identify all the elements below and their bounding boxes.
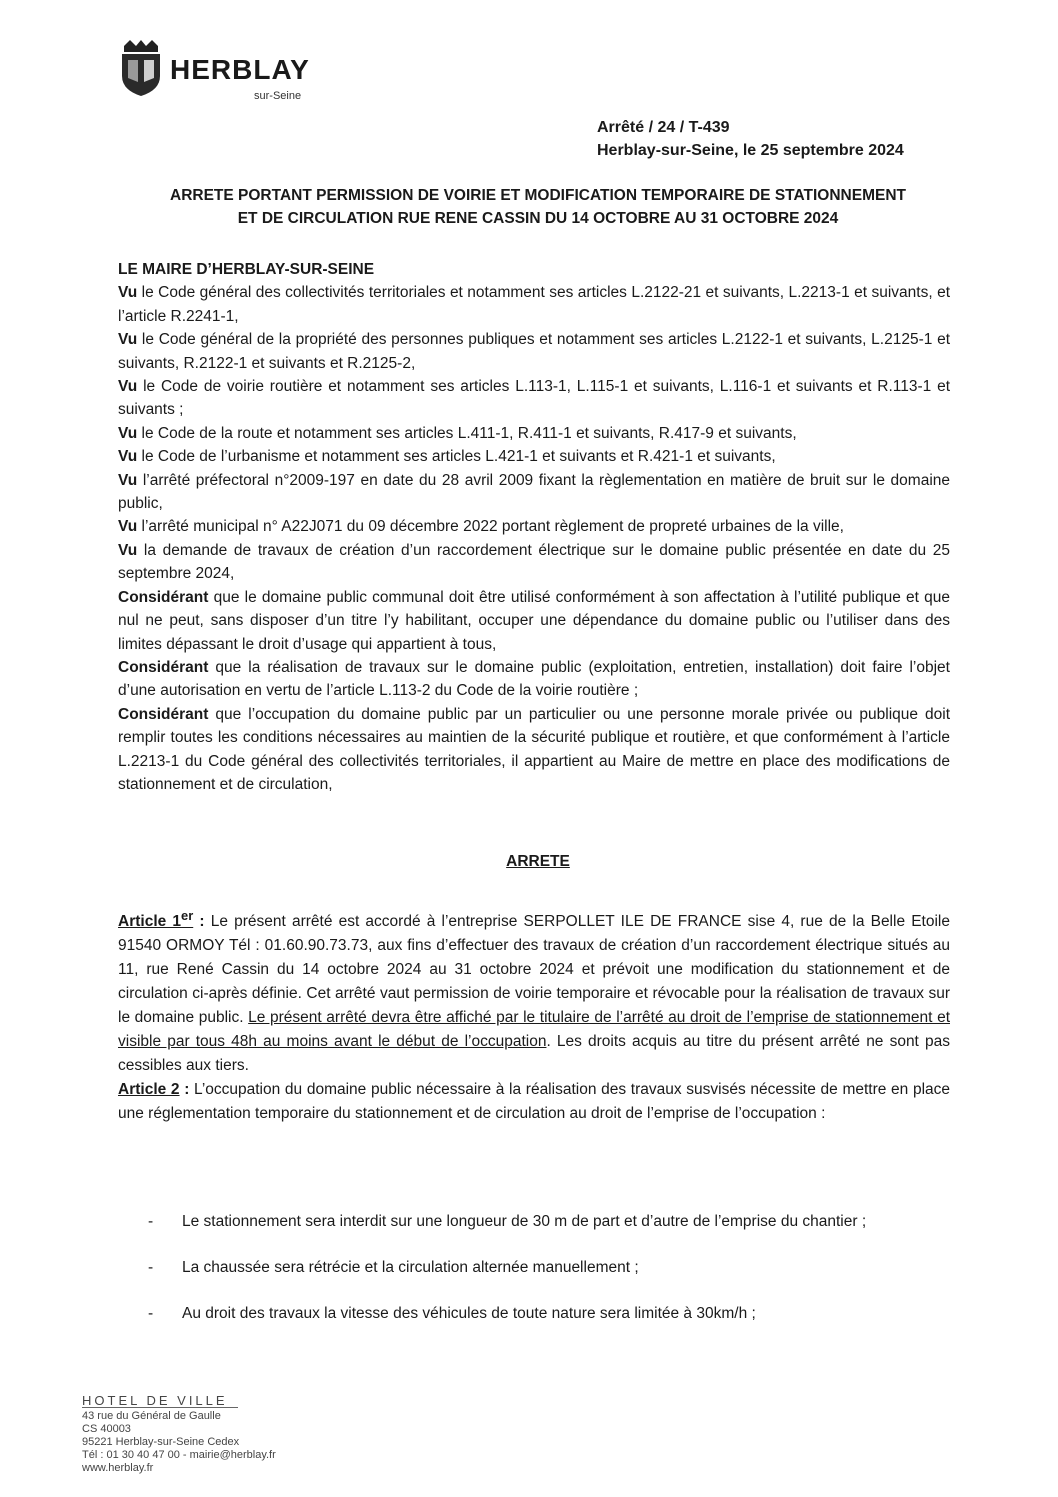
logo-subtitle: sur-Seine bbox=[254, 90, 302, 102]
reference-block bbox=[597, 116, 904, 162]
visa-paragraph: Vu le Code de la route et notamment ses articles L.411-1, R.411-1 et suivants, R.417-9 et suivants, bbox=[118, 424, 797, 442]
coat-of-arms-icon bbox=[116, 38, 166, 98]
visa-paragraph: Vu le Code de l’urbanisme et notamment ses articles L.421-1 et suivants et R.421-1 et suivants, bbox=[118, 448, 776, 466]
footer-title: HOTEL DE VILLE bbox=[82, 1394, 238, 1408]
visa-paragraph: Vu l’arrêté municipal n° A22J071 du 09 décembre 2022 portant règlement de propreté urbaines de la ville, bbox=[118, 518, 844, 536]
visa-paragraph: Vu le Code général des collectivités territoriales et notamment ses articles L.2122-21 et suivants, L.2213-1 et suivants, et l’article R.2241-1, bbox=[118, 284, 950, 325]
arrete-heading: ARRETE bbox=[506, 853, 570, 870]
document-title bbox=[118, 184, 958, 230]
logo-name: HERBLAY bbox=[170, 54, 310, 85]
title-line: ET DE CIRCULATION RUE RENE CASSIN DU 14 OCTOBRE AU 31 OCTOBRE 2024 bbox=[237, 210, 839, 227]
footer-contact: Tél : 01 30 40 47 00 - mairie@herblay.fr bbox=[82, 1449, 276, 1461]
decree-number: Arrêté / 24 / T-439 bbox=[597, 119, 730, 136]
place-and-date: Herblay-sur-Seine, le 25 septembre 2024 bbox=[597, 142, 904, 159]
list-item: - La chaussée sera rétrécie et la circulation alternée manuellement ; bbox=[148, 1259, 639, 1276]
article-2-label: Article 2 bbox=[118, 1081, 180, 1099]
footer-postbox: CS 40003 bbox=[82, 1423, 131, 1435]
visa-paragraph: Vu le Code général de la propriété des personnes publiques et notamment ses articles L.2122-1 et suivants, L.2125-1 et suivants, R.2122-1 et suivants et R.2125-2, bbox=[118, 331, 950, 372]
visa-paragraph: Vu l’arrêté préfectoral n°2009-197 en date du 28 avril 2009 fixant la règlementation en matière de bruit sur le domaine public, bbox=[118, 471, 950, 513]
article-1: Article 1er : Le présent arrêté est accordé à l’entreprise SERPOLLET ILE DE FRANCE sise 4, rue de la Belle Etoile 91540 ORMOY Tél : 01.60.90.73.73, aux fins d’effectuer des travaux de création d’un raccordement électrique situés au 11, rue René Cassin du 14 octobre 2024 au 31 octobre 2024 et prévoit une modification du stationnement et de circulation ci-après définie. Cet arrêté vaut permission de voirie temporaire et révocable pour la réalisation de travaux sur le domaine public. Le présent arrêté devra être affiché par le titulaire de l’arrêté au droit de l’emprise de stationnement et visible par tous 48h au moins avant le début de l’occupation. Les droits acquis au titre du présent arrêté ne sont pas cessibles aux tiers. bbox=[118, 908, 950, 1075]
footer-address: 43 rue du Général de Gaulle bbox=[82, 1410, 221, 1422]
posting-requirement: Le présent arrêté devra être affiché par le titulaire de l’arrêté au droit de l’emprise de stationnement et visible par tous 48h au moins avant le début de l’occupation bbox=[118, 1009, 950, 1051]
measures-list bbox=[148, 1210, 950, 1348]
article-2: Article 2 : L’occupation du domaine public nécessaire à la réalisation des travaux susvisés nécessite de mettre en place une réglementation temporaire du stationnement et de circulation au droit de l’emprise de l’occupation : bbox=[118, 1081, 951, 1123]
visa-paragraph: Vu la demande de travaux de création d’un raccordement électrique sur le domaine public présentée en date du 25 septembre 2024, bbox=[118, 541, 950, 583]
article-1-label: Article 1er bbox=[118, 908, 194, 931]
footer-website: www.herblay.fr bbox=[82, 1462, 154, 1474]
considerant-paragraph: Considérant que l’occupation du domaine public par un particulier ou une personne morale privée ou publique doit remplir toutes les conditions nécessaires au maintien de la sécurité publique et routière, et que conformément à l’article L.2213-1 du Code général des collectivités territoriales, il appartient au Maire de mettre en place des modifications de stationnement et de circulation, bbox=[118, 705, 950, 793]
list-item: - Le stationnement sera interdit sur une longueur de 30 m de part et d’autre de l’emprise du chantier ; bbox=[148, 1213, 867, 1230]
visa-paragraph: Vu le Code de voirie routière et notamment ses articles L.113-1, L.115-1 et suivants, L.116-1 et suivants et R.113-1 et suivants ; bbox=[118, 378, 950, 419]
considerant-paragraph: Considérant que la réalisation de travaux sur le domaine public (exploitation, entretien, installation) doit faire l’objet d’une autorisation en vertu de l’article L.113-2 du Code de la voirie routière ; bbox=[118, 658, 950, 700]
footer-city: 95221 Herblay-sur-Seine Cedex bbox=[82, 1436, 240, 1448]
list-item: - Au droit des travaux la vitesse des véhicules de toute nature sera limitée à 30km/h ; bbox=[148, 1305, 756, 1322]
herblay-logo bbox=[116, 38, 336, 108]
articles bbox=[118, 904, 950, 1126]
preamble bbox=[118, 258, 950, 796]
title-line: ARRETE PORTANT PERMISSION DE VOIRIE ET MODIFICATION TEMPORAIRE DE STATIONNEMENT bbox=[170, 187, 906, 204]
city-hall-footer bbox=[82, 1394, 276, 1475]
mayor-heading: LE MAIRE D’HERBLAY-SUR-SEINE bbox=[118, 261, 375, 278]
considerant-paragraph: Considérant que le domaine public communal doit être utilisé conformément à son affectation à l’utilité publique et que nul ne peut, sans disposer d’un titre l’y habilitant, occuper une dépendance du domaine public ou l’utiliser dans des limites dépassant le droit d’usage qui appartient à tous, bbox=[118, 588, 950, 653]
